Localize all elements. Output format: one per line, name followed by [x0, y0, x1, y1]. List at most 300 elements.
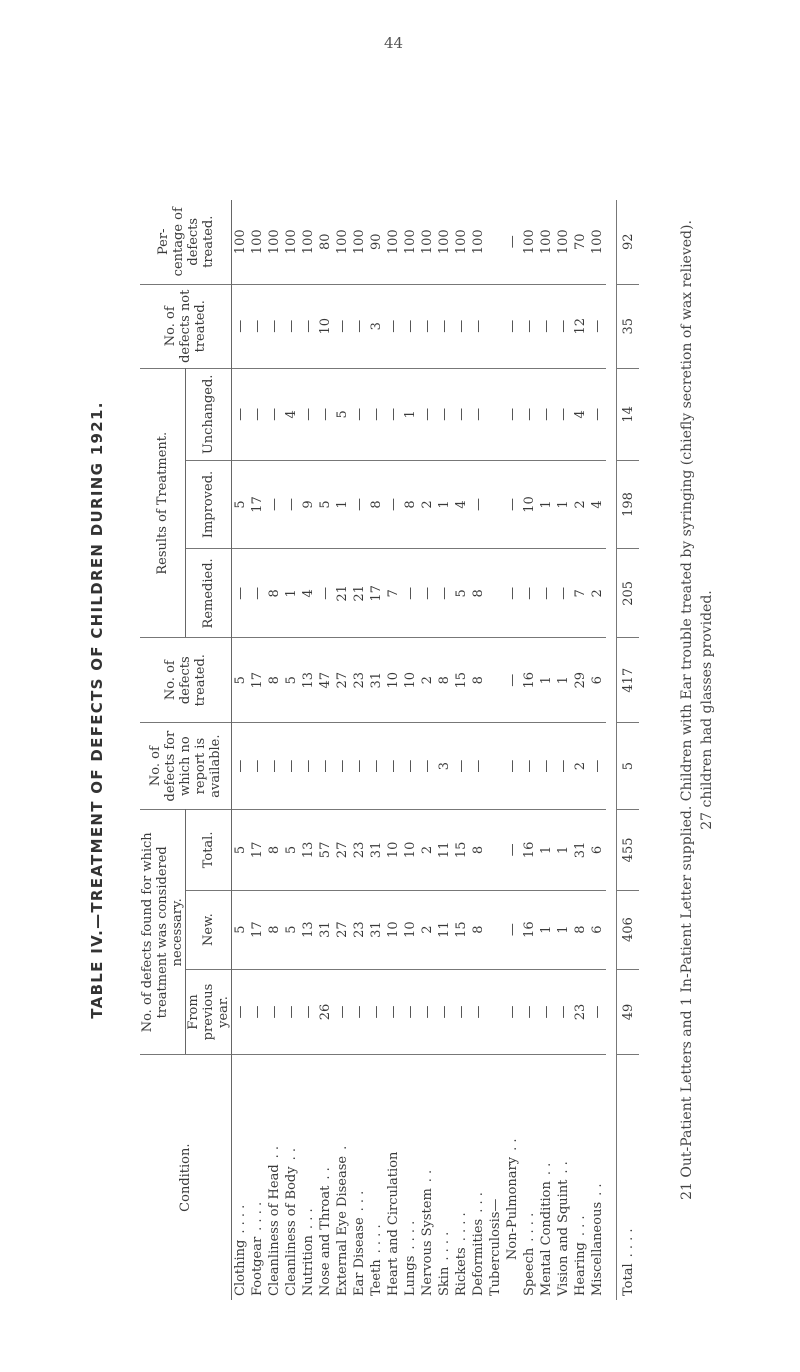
table-row [249, 200, 266, 1300]
not-treated-cell: — [419, 284, 436, 368]
leader-dots: . . . . [369, 1224, 384, 1254]
improved-cell: — [504, 460, 521, 548]
remedied-cell: — [538, 549, 555, 638]
unchanged-cell [487, 368, 504, 460]
total-cell: — [504, 810, 521, 890]
leader-dots: . [335, 1145, 350, 1150]
condition-label: Cleanliness of Head [267, 1164, 282, 1296]
improved-cell: 1 [555, 460, 572, 548]
table-row [385, 200, 402, 1300]
improved-cell: 8 [402, 460, 419, 548]
from-previous-year-cell: — [436, 969, 453, 1055]
no-report-cell: — [368, 722, 385, 809]
table-row [266, 200, 283, 1300]
leader-dots: . . . . [522, 1212, 537, 1242]
from-previous-year-cell: — [283, 969, 300, 1055]
leader-dots: . . [318, 1167, 333, 1180]
percentage-cell: 92 [617, 200, 640, 284]
total-cell: 455 [617, 810, 640, 890]
condition-cell [249, 1055, 266, 1300]
condition-cell [453, 1055, 470, 1300]
header-remedied: Remedied. [186, 549, 232, 638]
leader-dots: . . . [471, 1192, 486, 1213]
leader-dots: . . . . [403, 1220, 418, 1250]
improved-cell: 9 [300, 460, 317, 548]
improved-cell: 5 [232, 460, 250, 548]
table-row [487, 200, 504, 1300]
total-cell: 2 [419, 810, 436, 890]
no-report-cell: — [419, 722, 436, 809]
condition-label: Clothing [233, 1239, 248, 1296]
treated-cell: 23 [351, 638, 368, 722]
not-treated-cell: — [283, 284, 300, 368]
from-previous-year-cell: — [504, 969, 521, 1055]
table-row [436, 200, 453, 1300]
no-report-cell: — [351, 722, 368, 809]
header-total: Total. [186, 810, 232, 890]
improved-cell: 17 [249, 460, 266, 548]
not-treated-cell: — [504, 284, 521, 368]
unchanged-cell: — [300, 368, 317, 460]
condition-label: Lungs [403, 1255, 418, 1296]
total-cell: 13 [300, 810, 317, 890]
treated-cell [487, 638, 504, 722]
not-treated-cell: — [266, 284, 283, 368]
total-cell: 16 [521, 810, 538, 890]
total-cell: 6 [589, 810, 606, 890]
from-previous-year-cell: — [334, 969, 351, 1055]
remedied-cell: 1 [283, 549, 300, 638]
condition-label: Total [620, 1263, 636, 1296]
percentage-cell: 100 [335, 229, 350, 255]
improved-cell: 2 [572, 460, 589, 548]
condition-label: Footgear [250, 1236, 265, 1296]
remedied-cell: — [419, 549, 436, 638]
percentage-cell: 100 [454, 229, 469, 255]
no-report-cell: 5 [617, 722, 640, 809]
new-cell: 8 [470, 890, 487, 969]
treated-cell: — [504, 638, 521, 722]
condition-label: Miscellaneous [590, 1201, 605, 1296]
new-cell: 31 [368, 890, 385, 969]
unchanged-cell: 14 [617, 368, 640, 460]
improved-cell: — [266, 460, 283, 548]
total-cell: 8 [266, 810, 283, 890]
condition-cell [504, 1055, 521, 1300]
treated-cell: 31 [368, 638, 385, 722]
table-row [521, 200, 538, 1300]
improved-cell [487, 460, 504, 548]
from-previous-year-cell [487, 969, 504, 1055]
table-row [232, 200, 250, 1300]
leader-dots [386, 1146, 401, 1152]
total-cell: 5 [283, 810, 300, 890]
unchanged-cell: — [351, 368, 368, 460]
leader-dots: . . . . [233, 1204, 248, 1234]
new-cell: 8 [572, 890, 589, 969]
from-previous-year-cell: 49 [617, 969, 640, 1055]
percentage-cell: 100 [301, 229, 316, 255]
no-report-cell: — [283, 722, 300, 809]
not-treated-cell: — [232, 284, 250, 368]
improved-cell: 2 [419, 460, 436, 548]
condition-cell [572, 1055, 589, 1300]
table-row [504, 200, 521, 1300]
remedied-cell: 7 [572, 549, 589, 638]
no-report-cell: — [232, 722, 250, 809]
percentage-cell: 100 [556, 229, 571, 255]
condition-cell [266, 1055, 283, 1300]
new-cell: 23 [351, 890, 368, 969]
treated-cell: 8 [436, 638, 453, 722]
new-cell: 10 [402, 890, 419, 969]
table-row [589, 200, 606, 1300]
new-cell: 6 [589, 890, 606, 969]
percentage-cell: — [505, 235, 520, 249]
from-previous-year-cell: — [555, 969, 572, 1055]
not-treated-cell: — [521, 284, 538, 368]
treatment-table [140, 200, 639, 1300]
condition-cell [283, 1055, 300, 1300]
condition-label: Deformities [471, 1218, 486, 1296]
condition-cell [521, 1055, 538, 1300]
condition-label: Nose and Throat [318, 1185, 333, 1296]
remedied-cell: 205 [617, 549, 640, 638]
leader-dots: . . . [573, 1215, 588, 1237]
new-cell: 5 [232, 890, 250, 969]
no-report-cell: 2 [572, 722, 589, 809]
condition-cell [470, 1055, 487, 1300]
condition-cell [317, 1055, 334, 1300]
leader-dots: . . . [301, 1208, 316, 1230]
header-condition: Condition. [140, 1055, 232, 1300]
improved-cell: 4 [453, 460, 470, 548]
from-previous-year-cell: 26 [317, 969, 334, 1055]
percentage-cell: 100 [267, 229, 282, 255]
treated-cell: 1 [538, 638, 555, 722]
condition-cell [555, 1055, 572, 1300]
not-treated-cell: — [453, 284, 470, 368]
header-unchanged: Unchanged. [186, 368, 232, 460]
table-row [419, 200, 436, 1300]
no-report-cell: — [300, 722, 317, 809]
percentage-cell [487, 200, 504, 284]
new-cell [487, 890, 504, 969]
unchanged-cell: — [436, 368, 453, 460]
total-row [617, 200, 640, 1300]
condition-cell [385, 1055, 402, 1300]
percentage-cell: 100 [420, 229, 435, 255]
percentage-cell: 100 [250, 229, 265, 255]
no-report-cell: — [453, 722, 470, 809]
remedied-cell: 21 [351, 549, 368, 638]
new-cell: 17 [249, 890, 266, 969]
condition-label: Heart and Circulation [386, 1151, 401, 1296]
table-row [453, 200, 470, 1300]
new-cell: 27 [334, 890, 351, 969]
total-cell [487, 810, 504, 890]
no-report-cell: — [470, 722, 487, 809]
total-cell: 17 [249, 810, 266, 890]
not-treated-cell: — [402, 284, 419, 368]
remedied-cell: — [317, 549, 334, 638]
condition-label: Skin [437, 1266, 452, 1296]
treated-cell: 27 [334, 638, 351, 722]
new-cell: — [504, 890, 521, 969]
unchanged-cell: — [521, 368, 538, 460]
total-cell: 10 [402, 810, 419, 890]
header-defects-treated: No. of defects treated. [140, 638, 232, 722]
from-previous-year-cell: — [385, 969, 402, 1055]
remedied-cell: 17 [368, 549, 385, 638]
rotated-table-page [80, 120, 720, 1300]
leader-dots: . . [505, 1138, 520, 1151]
total-cell: 31 [368, 810, 385, 890]
percentage-cell: 70 [573, 233, 588, 251]
total-cell: 23 [351, 810, 368, 890]
improved-cell: — [385, 460, 402, 548]
remedied-cell [487, 549, 504, 638]
table-row [555, 200, 572, 1300]
from-previous-year-cell: — [266, 969, 283, 1055]
condition-label: External Eye Disease [335, 1155, 350, 1296]
leader-dots [488, 1193, 503, 1199]
remedied-cell: — [232, 549, 250, 638]
total-cell: 10 [385, 810, 402, 890]
unchanged-cell: — [419, 368, 436, 460]
condition-label: Vision and Squint [556, 1179, 571, 1296]
condition-cell [538, 1055, 555, 1300]
remedied-cell: 21 [334, 549, 351, 638]
header-improved: Improved. [186, 460, 232, 548]
treated-cell: 5 [232, 638, 250, 722]
from-previous-year-cell: — [368, 969, 385, 1055]
condition-cell [402, 1055, 419, 1300]
footnote-glasses: 27 children had glasses provided. [699, 590, 715, 830]
table-row [300, 200, 317, 1300]
leader-dots: . . . . [437, 1231, 452, 1261]
from-previous-year-cell: — [453, 969, 470, 1055]
improved-cell: 10 [521, 460, 538, 548]
new-cell: 5 [283, 890, 300, 969]
treated-cell: 1 [555, 638, 572, 722]
not-treated-cell: — [385, 284, 402, 368]
unchanged-cell: — [538, 368, 555, 460]
table-row [470, 200, 487, 1300]
new-cell: 15 [453, 890, 470, 969]
percentage-cell: 100 [539, 229, 554, 255]
table-title: TABLE IV.—TREATMENT OF DEFECTS OF CHILDREN DURING 1921. [88, 401, 106, 1019]
total-cell: 8 [470, 810, 487, 890]
from-previous-year-cell: — [521, 969, 538, 1055]
not-treated-cell: 3 [368, 284, 385, 368]
new-cell: 11 [436, 890, 453, 969]
improved-cell: 1 [334, 460, 351, 548]
total-cell: 11 [436, 810, 453, 890]
from-previous-year-cell: — [589, 969, 606, 1055]
leader-dots: . . [539, 1162, 554, 1176]
no-report-cell: — [589, 722, 606, 809]
from-previous-year-cell: — [419, 969, 436, 1055]
from-previous-year-cell: — [470, 969, 487, 1055]
not-treated-cell: 35 [617, 284, 640, 368]
from-previous-year-cell: — [249, 969, 266, 1055]
new-cell: 1 [555, 890, 572, 969]
treated-cell: 8 [266, 638, 283, 722]
spacer-row [606, 200, 617, 1300]
condition-cell [589, 1055, 606, 1300]
not-treated-cell: — [470, 284, 487, 368]
footnote-letters: 21 Out-Patient Letters and 1 In-Patient Letter supplied. Children with Ear trouble treated by syringing (chiefly secretion of wax relieved). [679, 220, 695, 1200]
not-treated-cell [487, 284, 504, 368]
leader-dots: . . . [352, 1190, 367, 1212]
improved-cell: 1 [436, 460, 453, 548]
percentage-cell: 90 [369, 233, 384, 251]
no-report-cell: — [504, 722, 521, 809]
remedied-cell: — [402, 549, 419, 638]
condition-label: Rickets [454, 1247, 469, 1296]
treated-cell: 6 [589, 638, 606, 722]
condition-label: Tuberculosis— [488, 1198, 503, 1296]
treated-cell: 17 [249, 638, 266, 722]
not-treated-cell: — [589, 284, 606, 368]
table-row [351, 200, 368, 1300]
improved-cell: 198 [617, 460, 640, 548]
unchanged-cell: — [368, 368, 385, 460]
percentage-cell: 100 [471, 229, 486, 255]
improved-cell: 8 [368, 460, 385, 548]
new-cell: 31 [317, 890, 334, 969]
header-percentage: Per-centage of defects treated. [140, 200, 232, 284]
no-report-cell [487, 722, 504, 809]
improved-cell: — [470, 460, 487, 548]
treated-cell: 2 [419, 638, 436, 722]
unchanged-cell: 4 [572, 368, 589, 460]
page-number: 44 [384, 34, 404, 52]
header-results-group: Results of Treatment. [140, 368, 186, 638]
total-cell: 5 [232, 810, 250, 890]
header-defects-found-group: No. of defects found for which treatment was considered necessary. [140, 810, 186, 1055]
from-previous-year-cell: 23 [572, 969, 589, 1055]
leader-dots: . . . . [620, 1228, 636, 1258]
not-treated-cell: — [334, 284, 351, 368]
unchanged-cell: — [232, 368, 250, 460]
new-cell: 16 [521, 890, 538, 969]
total-cell: 27 [334, 810, 351, 890]
leader-dots: . . [590, 1183, 605, 1196]
treated-cell: 417 [617, 638, 640, 722]
condition-label: Non-Pulmonary [505, 1156, 520, 1260]
no-report-cell: — [521, 722, 538, 809]
unchanged-cell: — [504, 368, 521, 460]
no-report-cell: — [538, 722, 555, 809]
unchanged-cell: — [317, 368, 334, 460]
leader-dots: . . [267, 1145, 282, 1159]
unchanged-cell: — [249, 368, 266, 460]
no-report-cell: — [317, 722, 334, 809]
header-from-previous-year: From previous year. [186, 969, 232, 1055]
condition-label: Ear Disease [352, 1217, 367, 1296]
treated-cell: 8 [470, 638, 487, 722]
treated-cell: 10 [385, 638, 402, 722]
condition-label: Speech [522, 1247, 537, 1296]
no-report-cell: 3 [436, 722, 453, 809]
condition-label: Cleanliness of Body [284, 1166, 299, 1296]
not-treated-cell: — [555, 284, 572, 368]
unchanged-cell: — [555, 368, 572, 460]
total-cell: 1 [555, 810, 572, 890]
unchanged-cell: 1 [402, 368, 419, 460]
from-previous-year-cell: — [402, 969, 419, 1055]
new-cell: 1 [538, 890, 555, 969]
spacer-cell [606, 200, 617, 1300]
not-treated-cell: — [300, 284, 317, 368]
not-treated-cell: — [351, 284, 368, 368]
treated-cell: 47 [317, 638, 334, 722]
from-previous-year-cell: — [300, 969, 317, 1055]
remedied-cell: 5 [453, 549, 470, 638]
no-report-cell: — [555, 722, 572, 809]
table-row [334, 200, 351, 1300]
new-cell: 406 [617, 890, 640, 969]
header-not-treated: No. of defects not treated. [140, 284, 232, 368]
unchanged-cell: — [385, 368, 402, 460]
total-cell: 57 [317, 810, 334, 890]
unchanged-cell: 4 [283, 368, 300, 460]
not-treated-cell: — [436, 284, 453, 368]
new-cell: 13 [300, 890, 317, 969]
remedied-cell: — [504, 549, 521, 638]
not-treated-cell: 10 [317, 284, 334, 368]
leader-dots: . . . . [250, 1201, 265, 1231]
new-cell: 2 [419, 890, 436, 969]
remedied-cell: 2 [589, 549, 606, 638]
header-no-report: No. of defects for which no report is available. [140, 722, 232, 809]
condition-label: Hearing [573, 1242, 588, 1296]
from-previous-year-cell: — [232, 969, 250, 1055]
table-row [368, 200, 385, 1300]
unchanged-cell: — [266, 368, 283, 460]
no-report-cell: — [266, 722, 283, 809]
condition-label: Teeth [369, 1259, 384, 1296]
table-row [317, 200, 334, 1300]
no-report-cell: — [402, 722, 419, 809]
unchanged-cell: — [453, 368, 470, 460]
unchanged-cell: — [589, 368, 606, 460]
improved-cell: — [351, 460, 368, 548]
total-cell: 15 [453, 810, 470, 890]
table-row [283, 200, 300, 1300]
from-previous-year-cell: — [538, 969, 555, 1055]
improved-cell: — [283, 460, 300, 548]
new-cell: 8 [266, 890, 283, 969]
leader-dots: . . [284, 1148, 299, 1161]
treated-cell: 29 [572, 638, 589, 722]
no-report-cell: — [334, 722, 351, 809]
improved-cell: 4 [589, 460, 606, 548]
treated-cell: 13 [300, 638, 317, 722]
remedied-cell: — [555, 549, 572, 638]
condition-cell [351, 1055, 368, 1300]
percentage-cell: 100 [352, 229, 367, 255]
not-treated-cell: — [249, 284, 266, 368]
remedied-cell: — [249, 549, 266, 638]
no-report-cell: — [249, 722, 266, 809]
from-previous-year-cell: — [351, 969, 368, 1055]
condition-cell [334, 1055, 351, 1300]
remedied-cell: 8 [266, 549, 283, 638]
percentage-cell: 100 [403, 229, 418, 255]
